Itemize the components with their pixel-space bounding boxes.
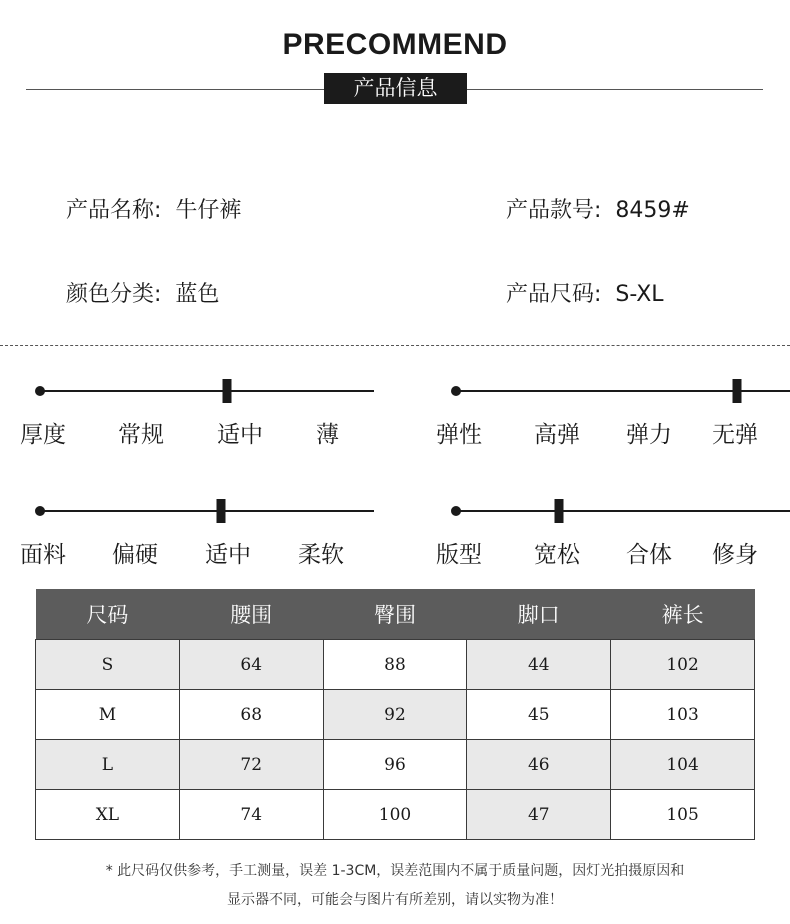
scale-label: 面料 [20,542,66,568]
table-row [36,690,755,740]
product-sku-label: 产品款号: [506,198,602,223]
scale-start-dot [35,386,45,396]
scale-label: 常规 [118,422,164,448]
table-row [36,640,755,690]
product-color-value: 蓝色 [175,282,220,307]
scale-track [40,510,374,512]
table-cell: 103 [611,690,755,740]
scale-label: 无弹 [712,422,758,448]
table-cell: 102 [611,640,755,690]
product-size-label: 产品尺码: [506,282,602,307]
table-cell: 44 [467,640,611,690]
product-sku-value: 8459# [615,198,690,223]
product-name-row [66,193,241,224]
table-row [36,790,755,840]
table-cell: L [36,740,180,790]
product-color-label: 颜色分类: [66,282,162,307]
size-table [35,589,755,840]
column-header: 脚口 [467,589,611,640]
scale-label: 柔软 [298,542,344,568]
column-header: 腰围 [179,589,323,640]
section-tab: 产品信息 [324,73,467,104]
scale-label: 合体 [626,542,672,568]
scale-track [40,390,374,392]
scale-start-dot [451,386,461,396]
thickness-scale [20,362,374,452]
table-cell: 92 [323,690,467,740]
scale-marker [732,379,741,403]
scale-label: 弹性 [436,422,482,448]
table-cell: 45 [467,690,611,740]
table-cell: 74 [179,790,323,840]
table-cell: M [36,690,180,740]
scale-label: 弹力 [626,422,672,448]
elasticity-scale [436,362,790,452]
scale-marker [223,379,232,403]
table-row [36,740,755,790]
column-header: 尺码 [36,589,180,640]
footnote-line-2: 显示器不同，可能会与图片有所差别，请以实物为准！ [227,892,563,908]
product-size-value: S-XL [615,282,664,307]
scale-track [456,510,790,512]
table-cell: S [36,640,180,690]
scale-marker [554,499,563,523]
product-name-label: 产品名称: [66,198,162,223]
scale-label: 厚度 [20,422,66,448]
table-cell: 104 [611,740,755,790]
footnote-line-1: * 此尺码仅供参考，手工测量，误差 1-3CM，误差范围内不属于质量问题，因灯光拍摄原因和 [105,863,685,879]
table-cell: 46 [467,740,611,790]
table-cell: 68 [179,690,323,740]
fabric-scale [20,482,374,572]
dashed-divider [0,345,790,346]
scale-marker [216,499,225,523]
scale-start-dot [451,506,461,516]
table-cell: 100 [323,790,467,840]
table-cell: 72 [179,740,323,790]
scale-label: 适中 [217,422,263,448]
table-cell: 88 [323,640,467,690]
product-sku-row [506,193,690,224]
scale-label: 适中 [205,542,251,568]
column-header: 臀围 [323,589,467,640]
scale-label: 版型 [436,542,482,568]
table-cell: 96 [323,740,467,790]
table-cell: 64 [179,640,323,690]
table-cell: XL [36,790,180,840]
table-cell: 105 [611,790,755,840]
scale-label: 偏硬 [112,542,158,568]
table-cell: 47 [467,790,611,840]
scale-start-dot [35,506,45,516]
page-title: PRECOMMEND [282,28,508,61]
scale-label: 修身 [712,542,758,568]
scale-label: 高弹 [534,422,580,448]
scale-label: 薄 [316,422,339,448]
fit-scale [436,482,790,572]
scale-label: 宽松 [534,542,580,568]
product-color-row [66,277,219,308]
product-name-value: 牛仔裤 [175,198,242,223]
product-size-row [506,277,664,308]
table-header-row [36,589,755,640]
column-header: 裤长 [611,589,755,640]
